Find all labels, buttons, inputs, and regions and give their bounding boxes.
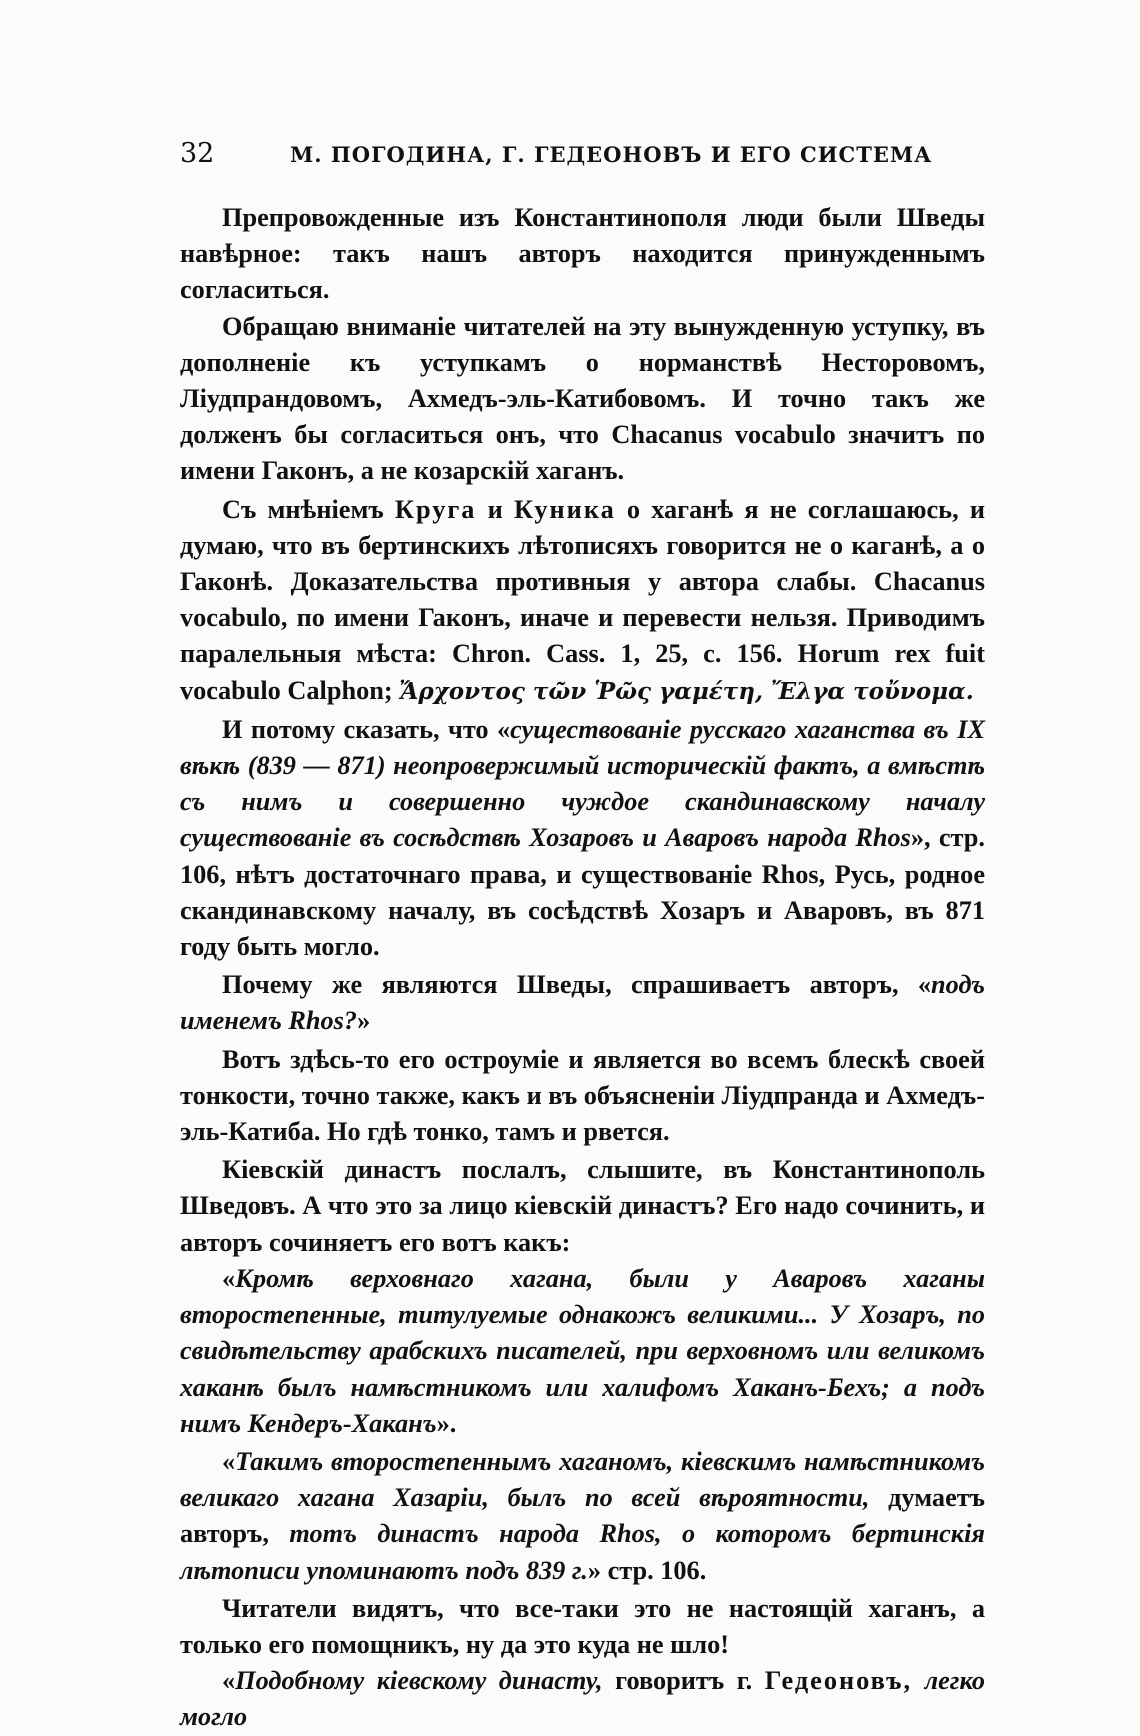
paragraph-6-text: Вотъ здѣсь-то его остроуміе и является во всемъ блескѣ своей тонкости, точно также, какъ и въ объясненіи Ліудпранда и Ахмедъ-эль-Катиба. Но гдѣ тонко, тамъ и рвется. (180, 1044, 985, 1147)
paragraph-10 (180, 1591, 985, 1663)
paragraph-2 (180, 309, 985, 490)
paragraph-4-text-a: И потому сказать, что « (222, 714, 511, 744)
paragraph-5-text-b: » (357, 1006, 371, 1036)
paragraph-5 (180, 967, 985, 1039)
paragraph-4-quote: существованіе русскаго хаганства въ IX вѣкѣ (839 — 871) неопровержимый историческій фактъ, а вмѣстѣ съ нимъ и совершенно чуждое скандинавскому началу существованіе въ сосѣдствѣ Хозаровъ и Аваровъ народа Rhos (180, 714, 985, 853)
paragraph-8-quote: Кромѣ верховнаго хагана, были у Аваровъ хаганы второстепенные, титулуемые однакожъ великими... У Хозаръ, по свидѣтельству арабскихъ писателей, при верховномъ или великомъ хаканѣ былъ намѣстникомъ или халифомъ Хаканъ-Бехъ; а подъ нимъ Кендеръ-Хаканъ (180, 1263, 985, 1438)
paragraph-9 (180, 1444, 985, 1589)
running-title: М. ПОГОДИНА, Г. ГЕДЕОНОВЪ И ЕГО СИСТЕМА (290, 142, 933, 167)
page-number: 32 (180, 138, 215, 169)
paragraph-8 (180, 1261, 985, 1442)
paragraph-11-text-mid: говоритъ г. (602, 1666, 765, 1696)
name-krug: Круга (394, 494, 477, 524)
paragraph-3-text-c: о хаганѣ я не соглашаюсь, и думаю, что въ бертинскихъ лѣтописяхъ говорится не о каганѣ, а о Гаконѣ. Доказательства противныя у автора слабы. Chacanus vocabulo, по имени Гаконъ, иначе и перевести нельзя. Приводимъ паралельныя мѣста: Chron. Cass. 1, 25, c. 156. Horum rex fuit vocabulo Calphon; (180, 494, 985, 705)
paragraph-6 (180, 1042, 985, 1151)
paragraph-11-quote-2: легко могло (180, 1666, 985, 1732)
paragraph-1 (180, 200, 985, 309)
paragraph-11 (180, 1663, 985, 1735)
paragraph-11-quote-1: Подобному кіевскому династу, (235, 1666, 603, 1696)
paragraph-10-text: Читатели видятъ, что все-таки это не настоящій хаганъ, а только его помощникъ, ну да это куда не шло! (180, 1593, 985, 1659)
body-text (180, 200, 985, 1736)
paragraph-9-open-quote: « (222, 1446, 236, 1476)
paragraph-5-text-a: Почему же являются Шведы, спрашиваетъ авторъ, « (222, 970, 932, 1000)
paragraph-5-quote: подъ именемъ Rhos? (180, 970, 985, 1036)
paragraph-11-open-quote: « (222, 1666, 236, 1696)
paragraph-9-text-b: » стр. 106. (587, 1555, 707, 1585)
paragraph-9-quote-2: тотъ династъ народа Rhos, о которомъ бертинскія лѣтописи упоминаютъ подъ 839 г. (180, 1519, 985, 1585)
paragraph-2-text: Обращаю вниманіе читателей на эту вынужденную уступку, въ дополненіе къ уступкамъ о норманствѣ Несторовомъ, Ліудпрандовомъ, Ахмедъ-эль-Катибовомъ. И точно такъ же долженъ бы согласиться онъ, что Chacanus vocabulo значитъ по имени Гаконъ, а не козарскій хаганъ. (180, 311, 985, 486)
paragraph-9-quote-1: Такимъ второстепеннымъ хаганомъ, кіевскимъ намѣстникомъ великаго хагана Хазаріи, былъ по всей вѣроятности, (180, 1446, 985, 1513)
paragraph-3-text-b: и (476, 494, 514, 524)
name-gedeonov: Гедеоновъ, (764, 1666, 913, 1696)
paragraph-4-text-b: », стр. 106, нѣтъ достаточнаго права, и существованіе Rhos, Русь, родное скандинавскому началу, въ сосѣдствѣ Хозаръ и Аваровъ, въ 871 году быть могло. (180, 823, 985, 962)
greek-quote: Ἄρχοντος τῶν Ῥῶς γαμέτη, Ἔλγα τοὔνομα. (399, 677, 974, 705)
paragraph-9-text-mid: думаетъ авторъ, (180, 1483, 985, 1549)
paragraph-3-text-a: Съ мнѣніемъ (222, 494, 395, 524)
paragraph-8-open-quote: « (222, 1263, 236, 1293)
name-kunik: Куника (513, 494, 616, 524)
paragraph-7 (180, 1152, 985, 1261)
paragraph-7-text: Кіевскій династъ послалъ, слышите, въ Константинополь Шведовъ. А что это за лицо кіевскій династъ? Его надо сочинить, и авторъ сочиняетъ его вотъ какъ: (180, 1155, 985, 1257)
paragraph-4 (180, 712, 985, 965)
page-header (180, 138, 980, 169)
paragraph-1-text: Препровожденные изъ Константинополя люди были Шведы навѣрное: такъ нашъ авторъ находится принужденнымъ согласиться. (180, 203, 985, 305)
paragraph-3 (180, 492, 985, 710)
paragraph-8-close-quote: ». (436, 1408, 457, 1438)
